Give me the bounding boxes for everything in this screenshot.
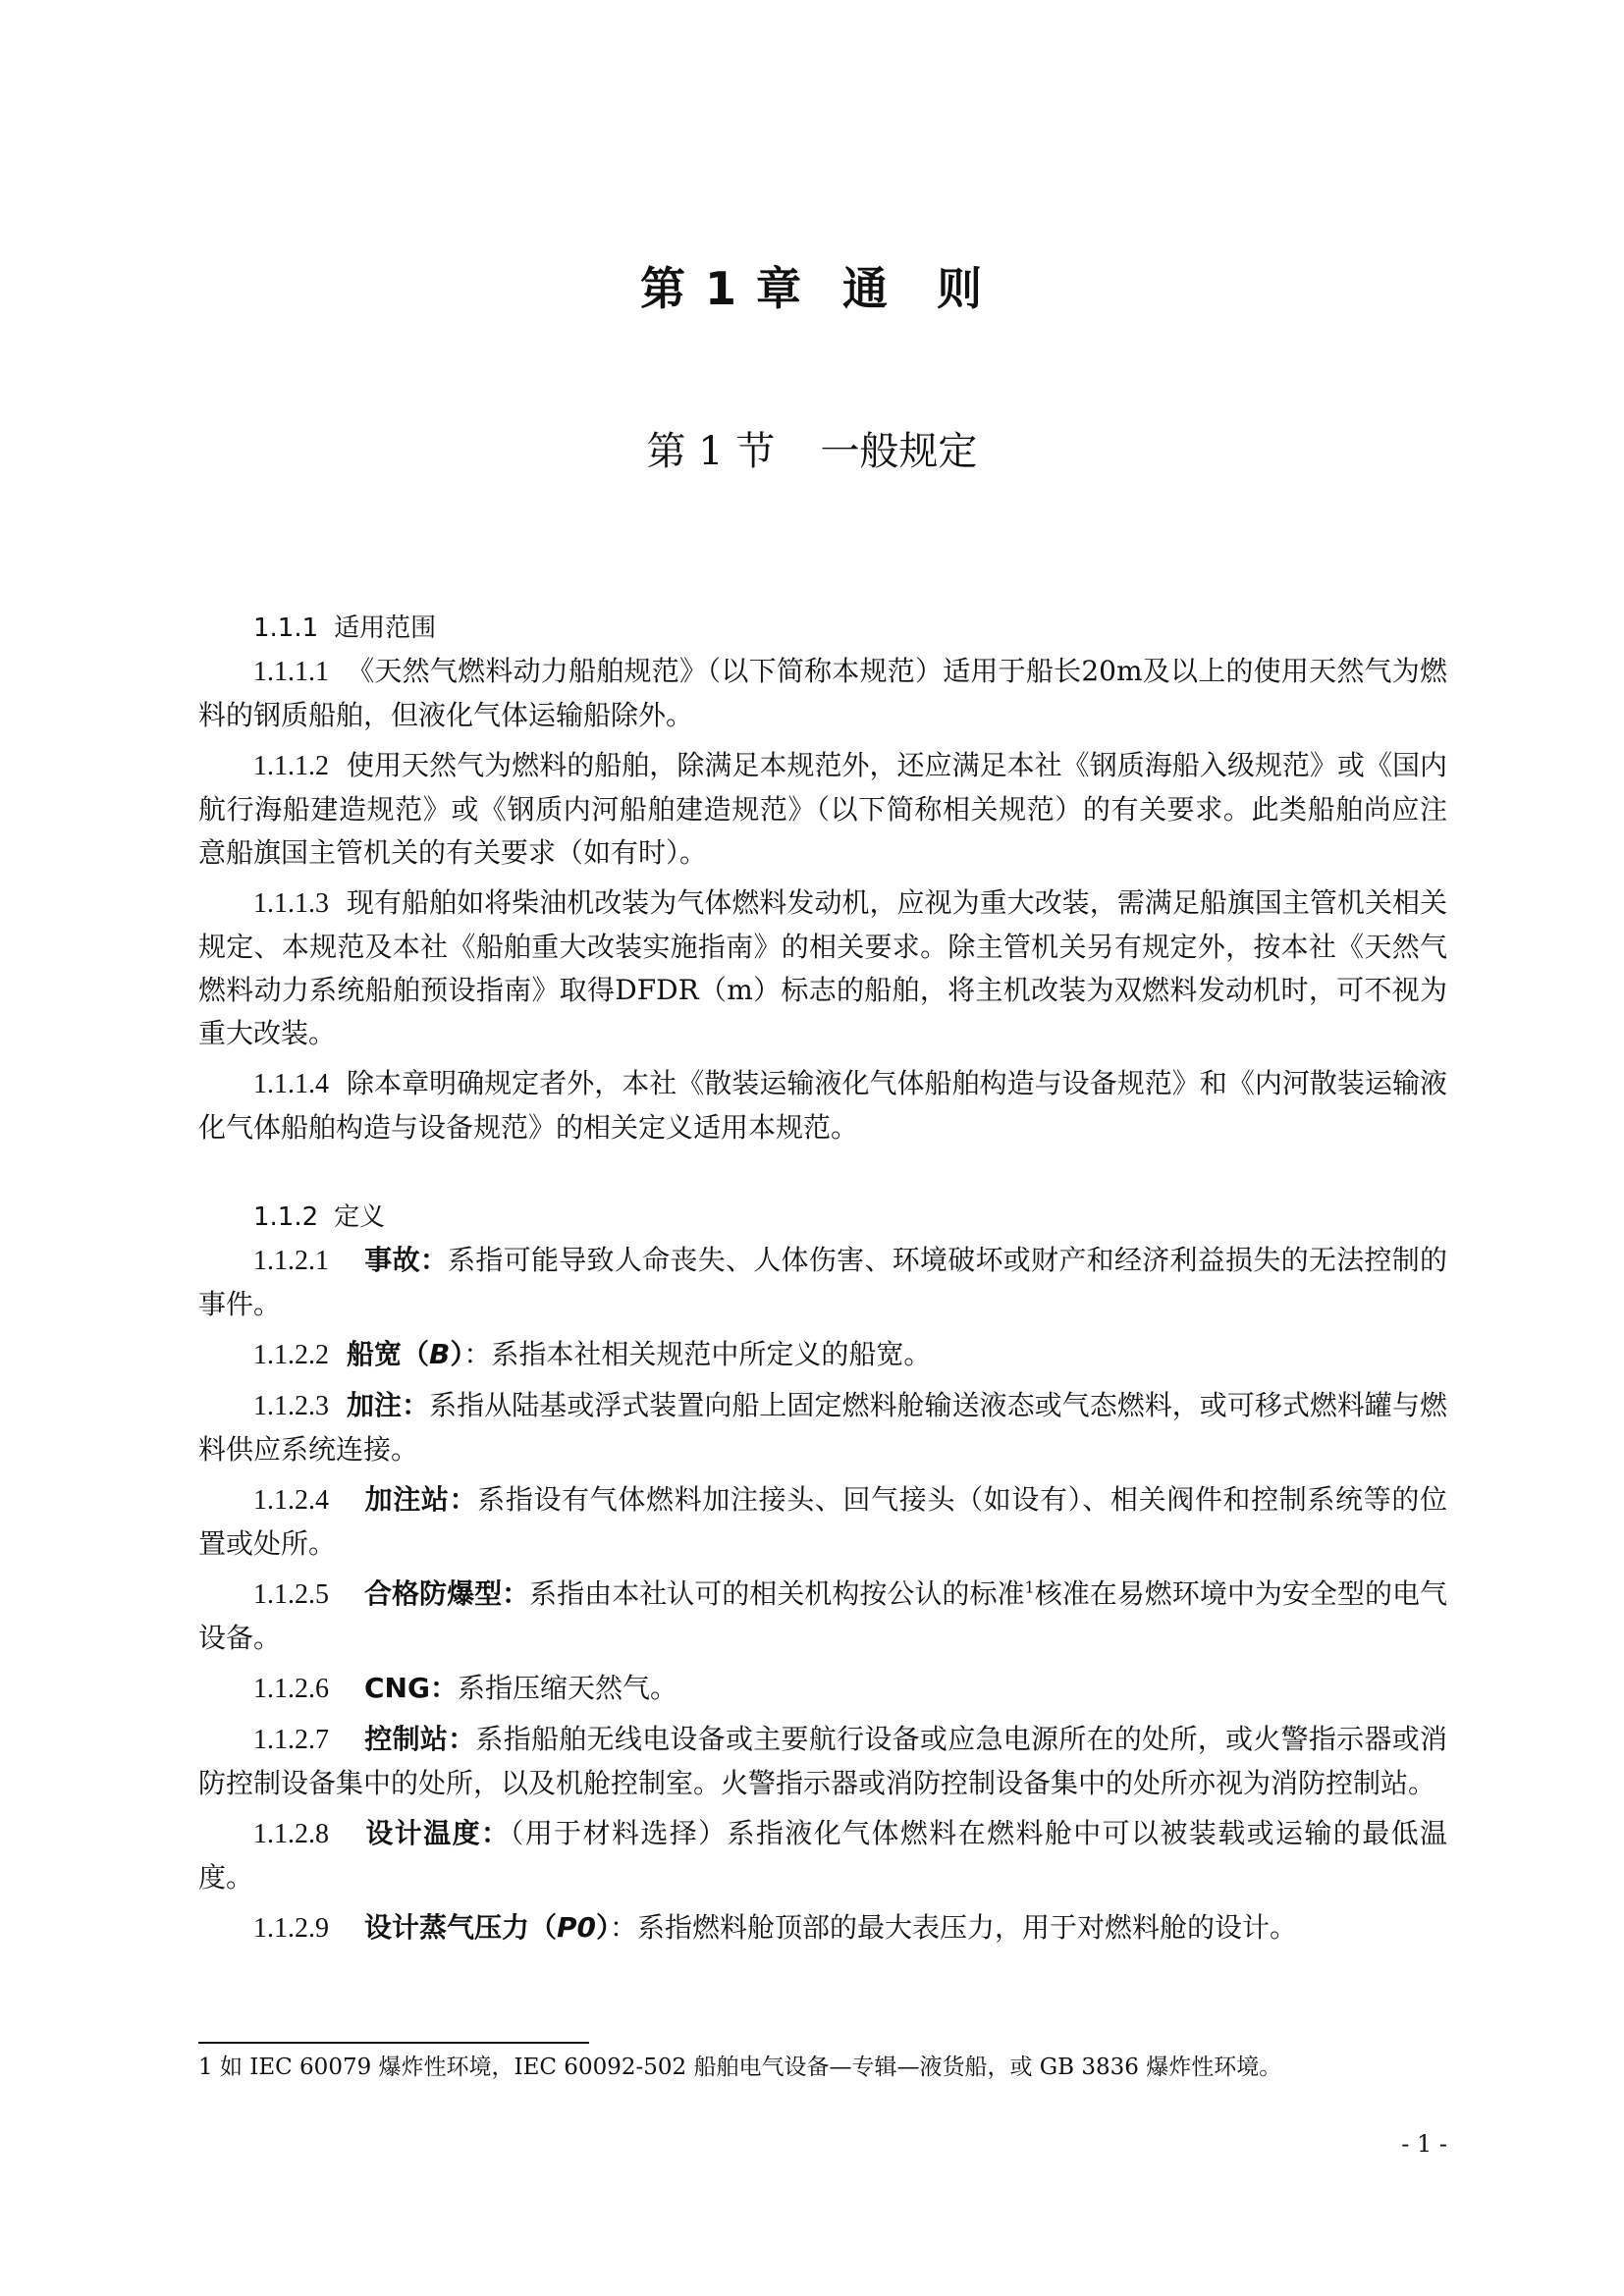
section-label: 第 1 节 [646, 429, 776, 474]
definition-term: 设计温度： [364, 1817, 511, 1849]
definition-breadth [198, 1333, 1447, 1377]
document-body [198, 607, 1447, 1957]
definition-text: 系指设有气体燃料加注接头、回气接头（如设有）、相关阀件和控制系统等的位置或处所。 [198, 1483, 1447, 1560]
clause-number: 1.1.2.8 [253, 1819, 329, 1849]
definition-text: 系指船舶无线电设备或主要航行设备或应急电源所在的处所，或火警指示器或消防控制设备集中的处所，以及机舱控制室。火警指示器或消防控制设备集中的处所亦视为消防控制站。 [198, 1723, 1447, 1799]
term-prefix: 船宽（ [347, 1338, 430, 1370]
definition-term: 加注站： [364, 1483, 478, 1516]
definition-text: ：系指本社相关规范中所定义的船宽。 [463, 1338, 932, 1370]
clause-text: 《天然气燃料动力船舶规范》（以下简称本规范）适用于船长20m及以上的使用天然气为燃料的钢质船舶，但液化气体运输船除外。 [198, 655, 1447, 731]
definition-term: 控制站： [364, 1723, 476, 1755]
clause-1-1-1-3 [198, 881, 1447, 1055]
clause-number: 1.1.2.7 [253, 1725, 329, 1755]
subsection-number: 1.1.2 [253, 1202, 319, 1232]
term-symbol: B [429, 1338, 451, 1370]
footnote-number: 1 [198, 2055, 213, 2080]
subsection-title: 定义 [334, 1202, 386, 1232]
footnote-text: 如 IEC 60079 爆炸性环境，IEC 60092-502 船舶电气设备—专辑—液货船，或 GB 3836 爆炸性环境。 [219, 2055, 1282, 2080]
term-suffix: ） [596, 1911, 611, 1944]
subsection-number: 1.1.1 [253, 614, 319, 643]
clause-number: 1.1.1.3 [253, 888, 329, 919]
definition-cng [198, 1667, 1447, 1711]
definition-text: （用于材料选择）系指液化气体燃料在燃料舱中可以被装载或运输的最低温度。 [198, 1817, 1447, 1894]
definition-term: 事故： [364, 1244, 449, 1276]
definition-text: 系指由本社认可的相关机构按公认的标准 [529, 1577, 1025, 1610]
definition-control-station [198, 1718, 1447, 1805]
clause-number: 1.1.1.2 [253, 751, 329, 781]
subsection-heading-scope [198, 607, 1447, 650]
page-number: - 1 - [1401, 2130, 1447, 2158]
definition-bunkering [198, 1384, 1447, 1471]
clause-1-1-1-2 [198, 744, 1447, 875]
footnote-reference[interactable]: 1 [1024, 1577, 1035, 1597]
definition-text: ：系指燃料舱顶部的最大表压力，用于对燃料舱的设计。 [610, 1911, 1298, 1944]
clause-1-1-1-1 [198, 650, 1447, 737]
definition-text: 系指压缩天然气。 [457, 1672, 677, 1704]
definition-term: 合格防爆型： [364, 1577, 530, 1610]
chapter-name: 通 则 [842, 262, 985, 315]
definition-accident [198, 1239, 1447, 1326]
term-prefix: 设计蒸气压力（ [364, 1911, 558, 1944]
definition-term: 加注： [347, 1389, 430, 1421]
chapter-title [0, 253, 1624, 318]
clause-number: 1.1.1.1 [253, 657, 329, 687]
term-suffix: ） [450, 1338, 464, 1370]
footnote [198, 2052, 1447, 2083]
definition-text: 系指可能导致人命丧失、人体伤害、环境破坏或财产和经济利益损失的无法控制的事件。 [198, 1244, 1447, 1320]
clause-number: 1.1.2.2 [253, 1340, 329, 1370]
subsection-heading-definitions [198, 1196, 1447, 1239]
clause-1-1-1-4 [198, 1062, 1447, 1149]
subsection-title: 适用范围 [334, 614, 437, 643]
clause-number: 1.1.2.6 [253, 1674, 329, 1704]
definition-term [347, 1338, 463, 1370]
definition-design-vapour-pressure [198, 1906, 1447, 1950]
clause-number: 1.1.1.4 [253, 1069, 329, 1099]
clause-text: 现有船舶如将柴油机改装为气体燃料发动机，应视为重大改装，需满足船旗国主管机关相关规定、本规范及本社《船舶重大改装实施指南》的相关要求。除主管机关另有规定外，按本社《天然气燃料动力系统船舶预设指南》取得DFDR（m）标志的船舶，将主机改装为双燃料发动机时，可不视为重大改装。 [198, 886, 1447, 1049]
clause-text: 除本章明确规定者外，本社《散装运输液化气体船舶构造与设备规范》和《内河散装运输液化气体船舶构造与设备规范》的相关定义适用本规范。 [198, 1067, 1447, 1144]
chapter-label: 第 1 章 [639, 262, 804, 315]
clause-number: 1.1.2.4 [253, 1485, 329, 1516]
definition-text-continued: 核准在易燃环境中为安全型的电气设备。 [198, 1577, 1447, 1654]
clause-text: 使用天然气为燃料的船舶，除满足本规范外，还应满足本社《钢质海船入级规范》或《国内航行海船建造规范》或《钢质内河船舶建造规范》（以下简称相关规范）的有关要求。此类船舶尚应注意船旗国主管机关的有关要求（如有时）。 [198, 749, 1447, 869]
section-title [0, 420, 1624, 476]
section-name: 一般规定 [820, 429, 978, 474]
definition-certified-safe-type [198, 1573, 1447, 1660]
clause-number: 1.1.2.5 [253, 1579, 329, 1610]
term-symbol: P0 [557, 1911, 597, 1944]
definition-term: CNG： [364, 1672, 458, 1704]
definition-term [364, 1911, 610, 1944]
clause-number: 1.1.2.9 [253, 1913, 329, 1944]
definition-text: 系指从陆基或浮式装置向船上固定燃料舱输送液态或气态燃料，或可移式燃料罐与燃料供应系统连接。 [198, 1389, 1447, 1466]
clause-number: 1.1.2.1 [253, 1246, 329, 1276]
footnote-divider [198, 2042, 589, 2044]
clause-number: 1.1.2.3 [253, 1391, 329, 1421]
definition-design-temperature [198, 1812, 1447, 1899]
definition-bunkering-station [198, 1478, 1447, 1566]
